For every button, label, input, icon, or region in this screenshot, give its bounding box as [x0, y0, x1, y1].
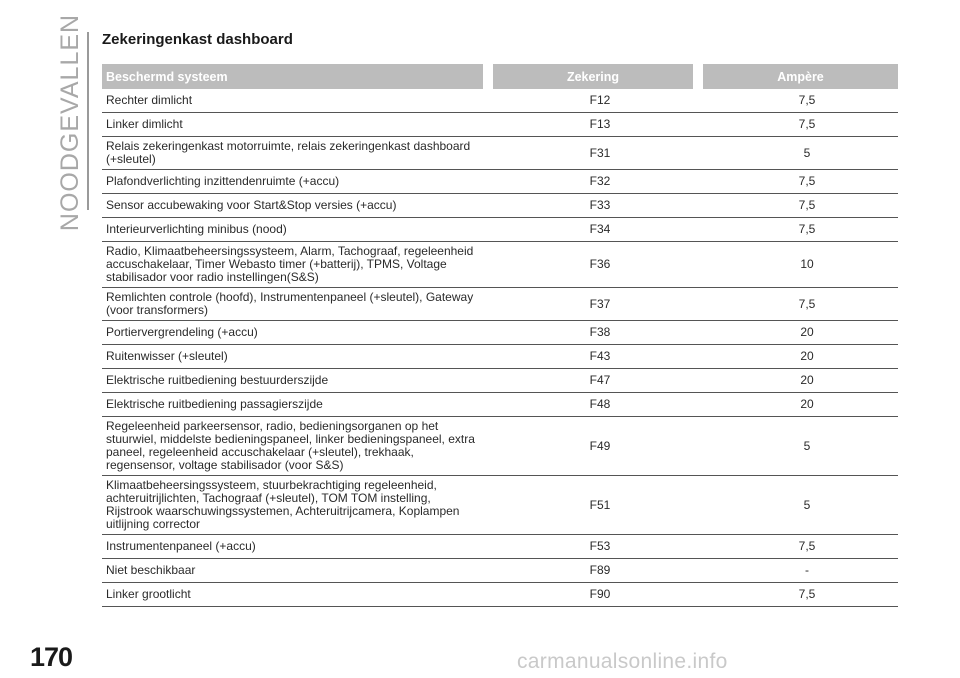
- cell-fuse: F38: [488, 321, 698, 345]
- cell-system: Klimaatbeheersingssysteem, stuurbekrachtiging regeleenheid, achteruitrijlichten, Tachograaf (+sleutel), TOM TOM instelling, Rijstrook waarschuwingssystemen, Achteruitrijcamera, Koplampen uitlijning corrector: [102, 476, 488, 535]
- cell-fuse: F49: [488, 417, 698, 476]
- table-row: [102, 535, 898, 559]
- cell-ampere: 7,5: [698, 288, 898, 321]
- table-body: [102, 89, 898, 607]
- cell-ampere: 7,5: [698, 170, 898, 194]
- cell-ampere: 7,5: [698, 583, 898, 607]
- cell-ampere: 20: [698, 393, 898, 417]
- cell-fuse: F90: [488, 583, 698, 607]
- cell-fuse: F53: [488, 535, 698, 559]
- cell-ampere: -: [698, 559, 898, 583]
- table-row: [102, 288, 898, 321]
- page-number: 170: [30, 642, 73, 672]
- cell-system: Instrumentenpaneel (+accu): [102, 535, 488, 559]
- cell-system: Elektrische ruitbediening passagierszijde: [102, 393, 488, 417]
- cell-system: Portiervergrendeling (+accu): [102, 321, 488, 345]
- table-row: [102, 242, 898, 288]
- table-row: [102, 583, 898, 607]
- cell-system: Remlichten controle (hoofd), Instrumentenpaneel (+sleutel), Gateway (voor transformers): [102, 288, 488, 321]
- cell-system: Ruitenwisser (+sleutel): [102, 345, 488, 369]
- cell-fuse: F48: [488, 393, 698, 417]
- table-row: [102, 89, 898, 113]
- cell-system: Linker grootlicht: [102, 583, 488, 607]
- table-row: [102, 417, 898, 476]
- cell-fuse: F36: [488, 242, 698, 288]
- cell-fuse: F47: [488, 369, 698, 393]
- cell-ampere: 5: [698, 417, 898, 476]
- table-row: [102, 476, 898, 535]
- cell-ampere: 20: [698, 369, 898, 393]
- table-row: [102, 393, 898, 417]
- cell-system: Relais zekeringenkast motorruimte, relais zekeringenkast dashboard (+sleutel): [102, 137, 488, 170]
- cell-ampere: 7,5: [698, 89, 898, 113]
- column-header-ampere: Ampère: [698, 64, 898, 89]
- table-row: [102, 559, 898, 583]
- fuse-table: [102, 64, 898, 607]
- table-row: [102, 321, 898, 345]
- cell-ampere: 7,5: [698, 218, 898, 242]
- cell-system: Linker dimlicht: [102, 113, 488, 137]
- section-title: Zekeringenkast dashboard: [102, 31, 293, 48]
- column-header-system: Beschermd systeem: [102, 64, 488, 89]
- cell-fuse: F89: [488, 559, 698, 583]
- table-row: [102, 113, 898, 137]
- cell-ampere: 10: [698, 242, 898, 288]
- cell-ampere: 7,5: [698, 194, 898, 218]
- cell-system: Plafondverlichting inzittendenruimte (+accu): [102, 170, 488, 194]
- cell-fuse: F37: [488, 288, 698, 321]
- cell-fuse: F34: [488, 218, 698, 242]
- cell-ampere: 5: [698, 137, 898, 170]
- cell-fuse: F51: [488, 476, 698, 535]
- cell-fuse: F12: [488, 89, 698, 113]
- cell-ampere: 5: [698, 476, 898, 535]
- column-header-fuse: Zekering: [488, 64, 698, 89]
- table-header-row: [102, 64, 898, 89]
- chapter-title: [54, 13, 88, 231]
- chapter-title-text: NOODGEVALLEN: [56, 13, 85, 231]
- table-row: [102, 137, 898, 170]
- cell-fuse: F32: [488, 170, 698, 194]
- cell-ampere: 20: [698, 321, 898, 345]
- cell-system: Sensor accubewaking voor Start&Stop versies (+accu): [102, 194, 488, 218]
- cell-system: Niet beschikbaar: [102, 559, 488, 583]
- cell-fuse: F43: [488, 345, 698, 369]
- cell-system: Regeleenheid parkeersensor, radio, bedieningsorganen op het stuurwiel, middelste bedieningspaneel, linker bedieningspaneel, extra paneel, regeleenheid accuschakelaar (+sleutel), trekhaak, regensensor, voltage stabilisador (voor S&S): [102, 417, 488, 476]
- cell-fuse: F31: [488, 137, 698, 170]
- cell-ampere: 20: [698, 345, 898, 369]
- cell-ampere: 7,5: [698, 535, 898, 559]
- watermark: carmanualsonline.info: [517, 650, 728, 673]
- cell-fuse: F13: [488, 113, 698, 137]
- cell-fuse: F33: [488, 194, 698, 218]
- cell-system: Rechter dimlicht: [102, 89, 488, 113]
- table-row: [102, 345, 898, 369]
- cell-system: Radio, Klimaatbeheersingssysteem, Alarm, Tachograaf, regeleenheid accuschakelaar, Timer Webasto timer (+batterij), TPMS, Voltage stabilisador voor radio instellingen(S&S): [102, 242, 488, 288]
- table-row: [102, 194, 898, 218]
- cell-system: Interieurverlichting minibus (nood): [102, 218, 488, 242]
- cell-ampere: 7,5: [698, 113, 898, 137]
- table-row: [102, 218, 898, 242]
- chapter-divider: [87, 32, 89, 210]
- table-row: [102, 170, 898, 194]
- cell-system: Elektrische ruitbediening bestuurderszijde: [102, 369, 488, 393]
- table-row: [102, 369, 898, 393]
